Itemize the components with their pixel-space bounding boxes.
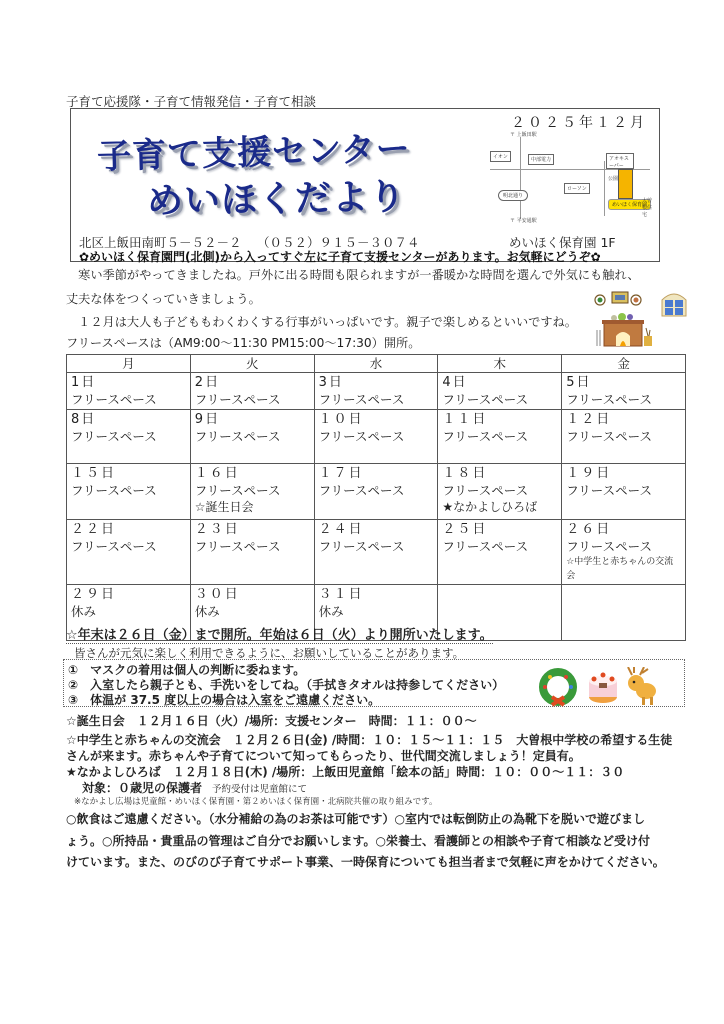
day-activity: 休み [71,604,97,619]
event-nakayoshi-note: ※なかよし広場は児童館・めいほく保育園・第２めいほく保育園・北病院共催の取り組みです。 [74,797,438,807]
calendar-cell [190,410,314,464]
rule-item: ② 入室したら親子とも、手洗いをしてね。（手拭きタオルは持参してください） [68,678,505,692]
day-number: １７日 [318,466,364,481]
map-nursery-callout: めいほく保育園 [608,199,651,210]
event-exchange-info-line2: さんが来ます。赤ちゃんや子育てについて知ってもらったり、世代間交流しましょう！定員有。 [66,749,581,763]
map-lawson: ローソン [564,183,590,194]
day-number: ２６日 [566,522,612,537]
day-number: 5日 [566,375,592,390]
rules-lead: 皆さんが元気に楽しく利用できるように、お願いしていることがあります。 [74,646,465,660]
day-activity: フリースペース [566,539,652,554]
day-activity: フリースペース [71,392,157,407]
calendar-cell [67,520,191,585]
day-event-exchange: ☆中学生と赤ちゃんの交流会 [566,557,674,581]
target-audience: 対象：０歳児の保護者 [82,781,203,795]
day-event-nakayoshi: ★なかよしひろば [442,500,538,514]
day-activity: 休み [194,604,220,619]
calendar-cell [190,373,314,410]
intro-paragraph-line1: 寒い季節がやってきましたね。戸外に出る時間も限られますが一番暖かな時間を選んで外気にも触れ、 [66,268,640,282]
calendar-cell [438,464,562,520]
day-number: １２日 [566,412,612,427]
day-number: １６日 [194,466,240,481]
map-nursery-building [618,169,633,199]
map-aoki-super: アオキスーパー [606,153,634,169]
calendar-week-row [67,373,686,410]
weekday-header-thu: 木 [438,355,562,373]
day-number: １０日 [318,412,364,427]
calendar-cell [562,373,686,410]
map-label-station-north: 〒 上飯田駅 [510,132,537,138]
calendar-cell-empty [562,585,686,641]
map-road-vertical [520,137,521,219]
location: めいほく保育園 1F [509,235,616,250]
map-aeon: イオン [490,151,511,162]
day-activity: フリースペース [566,429,652,444]
day-number: １８日 [442,466,488,481]
day-activity: フリースペース [442,429,529,444]
day-activity: フリースペース [566,483,652,498]
intro-paragraph-line2: 丈夫な体をつくっていきましょう。 [66,292,261,306]
entrance-guide: ✿めいほく保育園門(北側)から入ってすぐ左に子育て支援センターがあります。お気軽にどうぞ✿ [79,250,601,264]
calendar-cell [67,464,191,520]
footer-line2: ょう。○所持品・貴重品の管理はご自分でお願いします。○栄養士、看護師との相談や子育て相談など受け付 [66,834,650,848]
day-activity: フリースペース [71,483,157,498]
year-end-closure-notice: ☆年末は２６日（金）まで開所。年始は６日（火）より開所いたします。 [66,624,493,644]
calendar-cell [314,373,438,410]
intro-paragraph-line3: １２月は大人も子どももわくわくする行事がいっぱいです。親子で楽しめるといいですね。 [66,315,577,329]
weekday-header-tue: 火 [190,355,314,373]
calendar-cell [314,410,438,464]
day-activity: フリースペース [71,429,157,444]
day-activity: フリースペース [318,392,405,407]
calendar-table [66,354,686,641]
day-activity: フリースペース [318,483,405,498]
rule-item: ③ 体温が 37.5 度以上の場合は入室をご遠慮ください。 [68,693,381,707]
issue-date: ２０２５年１２月 [511,115,647,131]
phone-number: （０５２）９１５－３０７４ [257,235,420,250]
calendar-cell [67,373,191,410]
event-nakayoshi-info: ★なかよしひろば １２月１８日(木) /場所：上飯田児童館「絵本の話」時間：１０：００～１１：３０ [66,765,625,779]
day-activity: フリースペース [194,429,281,444]
calendar-cell [562,520,686,585]
day-activity: フリースペース [442,392,529,407]
day-activity: フリースペース [194,483,281,498]
day-activity: フリースペース [442,539,529,554]
calendar-cell [314,464,438,520]
map-road-vertical-2 [604,161,605,216]
calendar-cell [314,520,438,585]
weekday-header-fri: 金 [562,355,686,373]
day-number: ２９日 [71,587,117,602]
day-number: １５日 [71,466,117,481]
day-number: ２２日 [71,522,117,537]
day-number: ３０日 [194,587,240,602]
day-number: 8日 [71,412,97,427]
calendar-cell [190,520,314,585]
footer-line3: けています。また、のびのび子育てサポート事業、一時保育についても担当者まで気軽に声をかけてください。 [66,855,665,869]
weekday-header-wed: 水 [314,355,438,373]
christmas-illustrations-icon [538,667,668,707]
calendar-header-row [67,355,686,373]
calendar-week-row [67,410,686,464]
newsletter-title-line1: 子育て支援センター [96,128,412,178]
day-number: ２５日 [442,522,488,537]
header-box [70,108,660,262]
calendar-cell [190,464,314,520]
day-number: 4日 [442,375,468,390]
footer-line1: ○飲食はご遠慮ください。（水分補給の為のお茶は可能です）○室内では転倒防止の為靴下を脱いで遊びまし [66,812,645,826]
calendar-week-row [67,520,686,585]
reservation-note: 予約受付は児童館にて [212,784,308,795]
map-label-station-south: 〒 平安通駅 [510,218,537,224]
address: 北区上飯田南町５－５２－２ [79,235,242,250]
day-number: １１日 [442,412,488,427]
access-map [486,131,656,226]
day-activity: フリースペース [194,539,281,554]
event-birthday-info: ☆誕生日会 １２月１６日（火）/場所：支援センター 時間：１１：００～ [66,714,477,728]
calendar-cell [438,410,562,464]
calendar-cell [562,464,686,520]
day-activity: フリースペース [442,483,529,498]
calendar-cell [562,410,686,464]
day-number: ２４日 [318,522,364,537]
day-activity: フリースペース [71,539,157,554]
weekday-header-mon: 月 [67,355,191,373]
map-label-park: 公園 [608,176,619,182]
tagline: 子育て応援隊・子育て情報発信・子育て相談 [66,94,317,109]
day-number: 9日 [194,412,221,427]
event-exchange-info-line1: ☆中学生と赤ちゃんの交流会 １２月２６日(金) /時間：１０：１５～１１：１５ 大曽根中学校の希望する生徒 [66,733,673,747]
free-space-hours: フリースペースは（AM9:00～11:30 PM15:00～17:30）開所。 [66,336,421,350]
map-meihoku-dori: 明北通り [498,190,528,201]
calendar-week-row [67,464,686,520]
calendar-cell [438,520,562,585]
fireplace-illustration-icon [592,290,692,350]
day-number: 1日 [71,375,97,390]
calendar-cell [438,373,562,410]
calendar-cell [67,410,191,464]
day-number: １９日 [566,466,612,481]
newsletter-title-line2: めいほくだより [146,176,407,223]
day-number: 2日 [194,375,221,390]
day-activity: 休み [318,604,344,619]
day-event-birthday: ☆誕生日会 [194,500,254,514]
day-activity: フリースペース [318,539,405,554]
day-number: 3日 [318,375,344,390]
day-number: ３１日 [318,587,364,602]
day-activity: フリースペース [194,392,281,407]
map-chubu-denryoku: 中部電力 [528,154,554,165]
rule-item: ① マスクの着用は個人の判断に委ねます。 [68,663,306,677]
event-nakayoshi-target [82,779,307,796]
day-activity: フリースペース [318,429,405,444]
day-activity: フリースペース [566,392,652,407]
map-label-housing: 大曽根住宅 [642,198,653,218]
day-number: ２３日 [194,522,240,537]
